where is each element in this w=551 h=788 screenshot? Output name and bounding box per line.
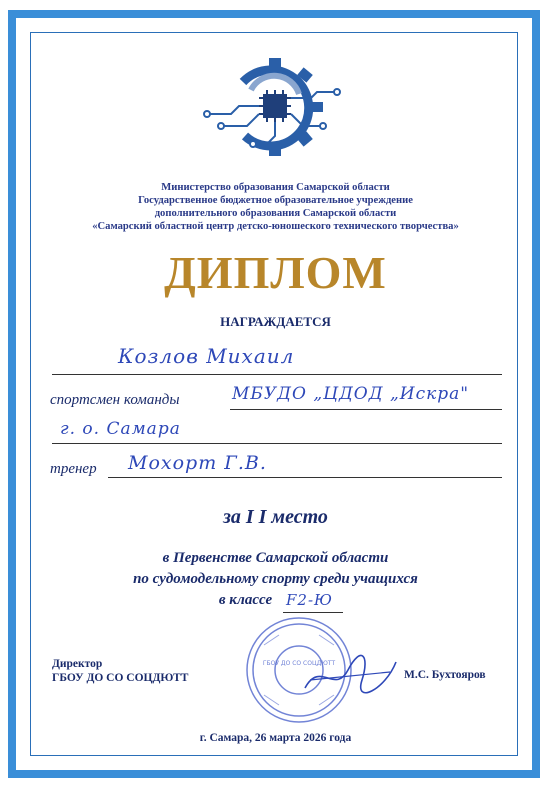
team-name: МБУДО „ЦДОД „Искра" [232, 384, 470, 404]
class-underline [283, 612, 343, 613]
diploma-title: ДИПЛОМ [164, 247, 387, 298]
recipient-name: Козлов Михаил [118, 344, 295, 368]
class-value: F2-Ю [286, 591, 333, 609]
competition-line-1: в Первенстве Самарской области [162, 550, 389, 566]
team-underline [230, 409, 502, 410]
signatory-position-line-2: ГБОУ ДО СО СОЦДЮТТ [52, 672, 189, 684]
city-underline [52, 443, 502, 444]
org-line-2: Государственное бюджетное образовательное учреждение [138, 195, 413, 206]
coach-name: Мохорт Г.В. [128, 452, 267, 474]
gear-circuit-logo-icon [203, 52, 343, 162]
org-line-1: Министерство образования Самарской области [161, 182, 390, 193]
signatory-position-line-1: Директор [52, 658, 103, 670]
coach-underline [108, 477, 502, 478]
competition-class-label: в классе [218, 592, 273, 608]
name-underline [52, 374, 502, 375]
signatory-position [52, 657, 188, 685]
stamp-text: ГБОУ ДО СО СОЦДЮТТ [262, 660, 336, 667]
place-text: за I I место [223, 506, 328, 528]
handwritten-signature-icon [300, 650, 400, 700]
city-name: г. о. Самара [60, 419, 181, 439]
issue-place-date: г. Самара, 26 марта 2026 года [199, 732, 352, 744]
org-line-3: дополнительного образования Самарской области [154, 208, 397, 219]
coach-label: тренер [50, 461, 97, 477]
team-label: спортсмен команды [50, 392, 180, 408]
org-line-4: «Самарский областной центр детско-юношеского технического творчества» [92, 221, 459, 232]
awarded-label: НАГРАЖДАЕТСЯ [220, 314, 331, 329]
signatory-name: М.С. Бухтояров [404, 669, 486, 681]
competition-line-2: по судомодельному спорту среди учащихся [133, 571, 418, 587]
